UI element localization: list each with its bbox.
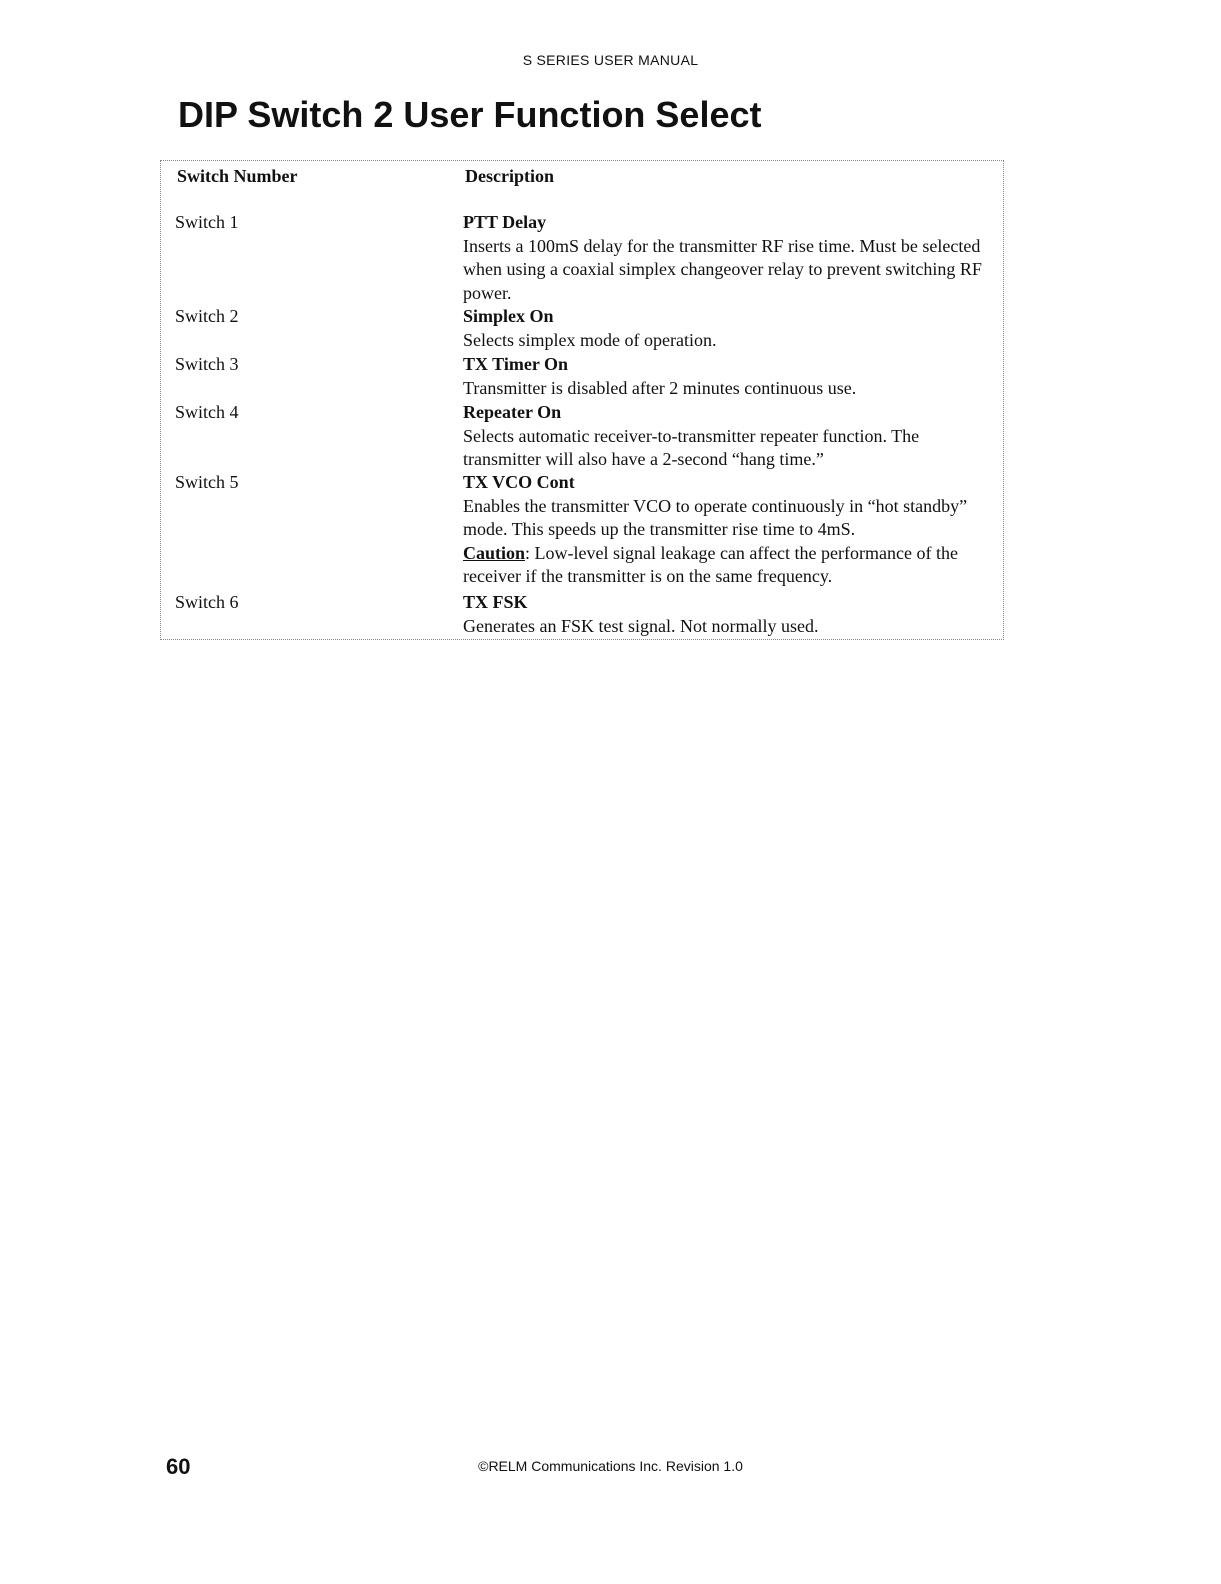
function-description: Selects automatic receiver-to-transmitter repeater function. The transmitter will also have a 2-second “hang time.”	[463, 425, 920, 469]
caution-text: : Low-level signal leakage can affect the performance of the receiver if the transmitter is on the same frequency.	[463, 542, 958, 586]
function-description: Generates an FSK test signal. Not normally used.	[463, 615, 819, 636]
description-cell	[463, 305, 998, 352]
switch-label: Switch 3	[175, 354, 239, 374]
function-title: PTT Delay	[463, 212, 547, 232]
switch-label: Switch 5	[175, 472, 239, 492]
footer-copyright: ©RELM Communications Inc. Revision 1.0	[478, 1458, 743, 1474]
switch-function-table	[160, 160, 1004, 640]
page-number: 60	[166, 1454, 191, 1479]
caution-label: Caution	[463, 542, 526, 563]
switch-label: Switch 4	[175, 402, 239, 422]
description-cell	[463, 591, 998, 638]
switch-label: Switch 1	[175, 212, 239, 232]
function-description: Selects simplex mode of operation.	[463, 329, 717, 350]
function-title: TX VCO Cont	[463, 472, 575, 492]
caution-note	[463, 542, 998, 589]
function-title: TX FSK	[463, 592, 528, 612]
description-cell	[463, 353, 998, 400]
column-header-description: Description	[465, 166, 554, 186]
description-cell	[463, 401, 998, 472]
function-description: Enables the transmitter VCO to operate continuously in “hot standby” mode. This speeds up the transmitter rise time to 4mS.	[463, 495, 968, 539]
function-title: Repeater On	[463, 402, 562, 422]
switch-label: Switch 6	[175, 592, 239, 612]
switch-label: Switch 2	[175, 306, 239, 326]
page-title: DIP Switch 2 User Function Select	[178, 94, 762, 135]
description-cell	[463, 471, 998, 589]
function-title: TX Timer On	[463, 354, 569, 374]
function-description: Inserts a 100mS delay for the transmitter RF rise time. Must be selected when using a coaxial simplex changeover relay to prevent switching RF power.	[463, 235, 982, 303]
running-head: S SERIES USER MANUAL	[522, 52, 699, 68]
function-title: Simplex On	[463, 306, 554, 326]
function-description: Transmitter is disabled after 2 minutes continuous use.	[463, 377, 857, 398]
column-header-switch-number: Switch Number	[177, 166, 298, 186]
description-cell	[463, 211, 998, 305]
